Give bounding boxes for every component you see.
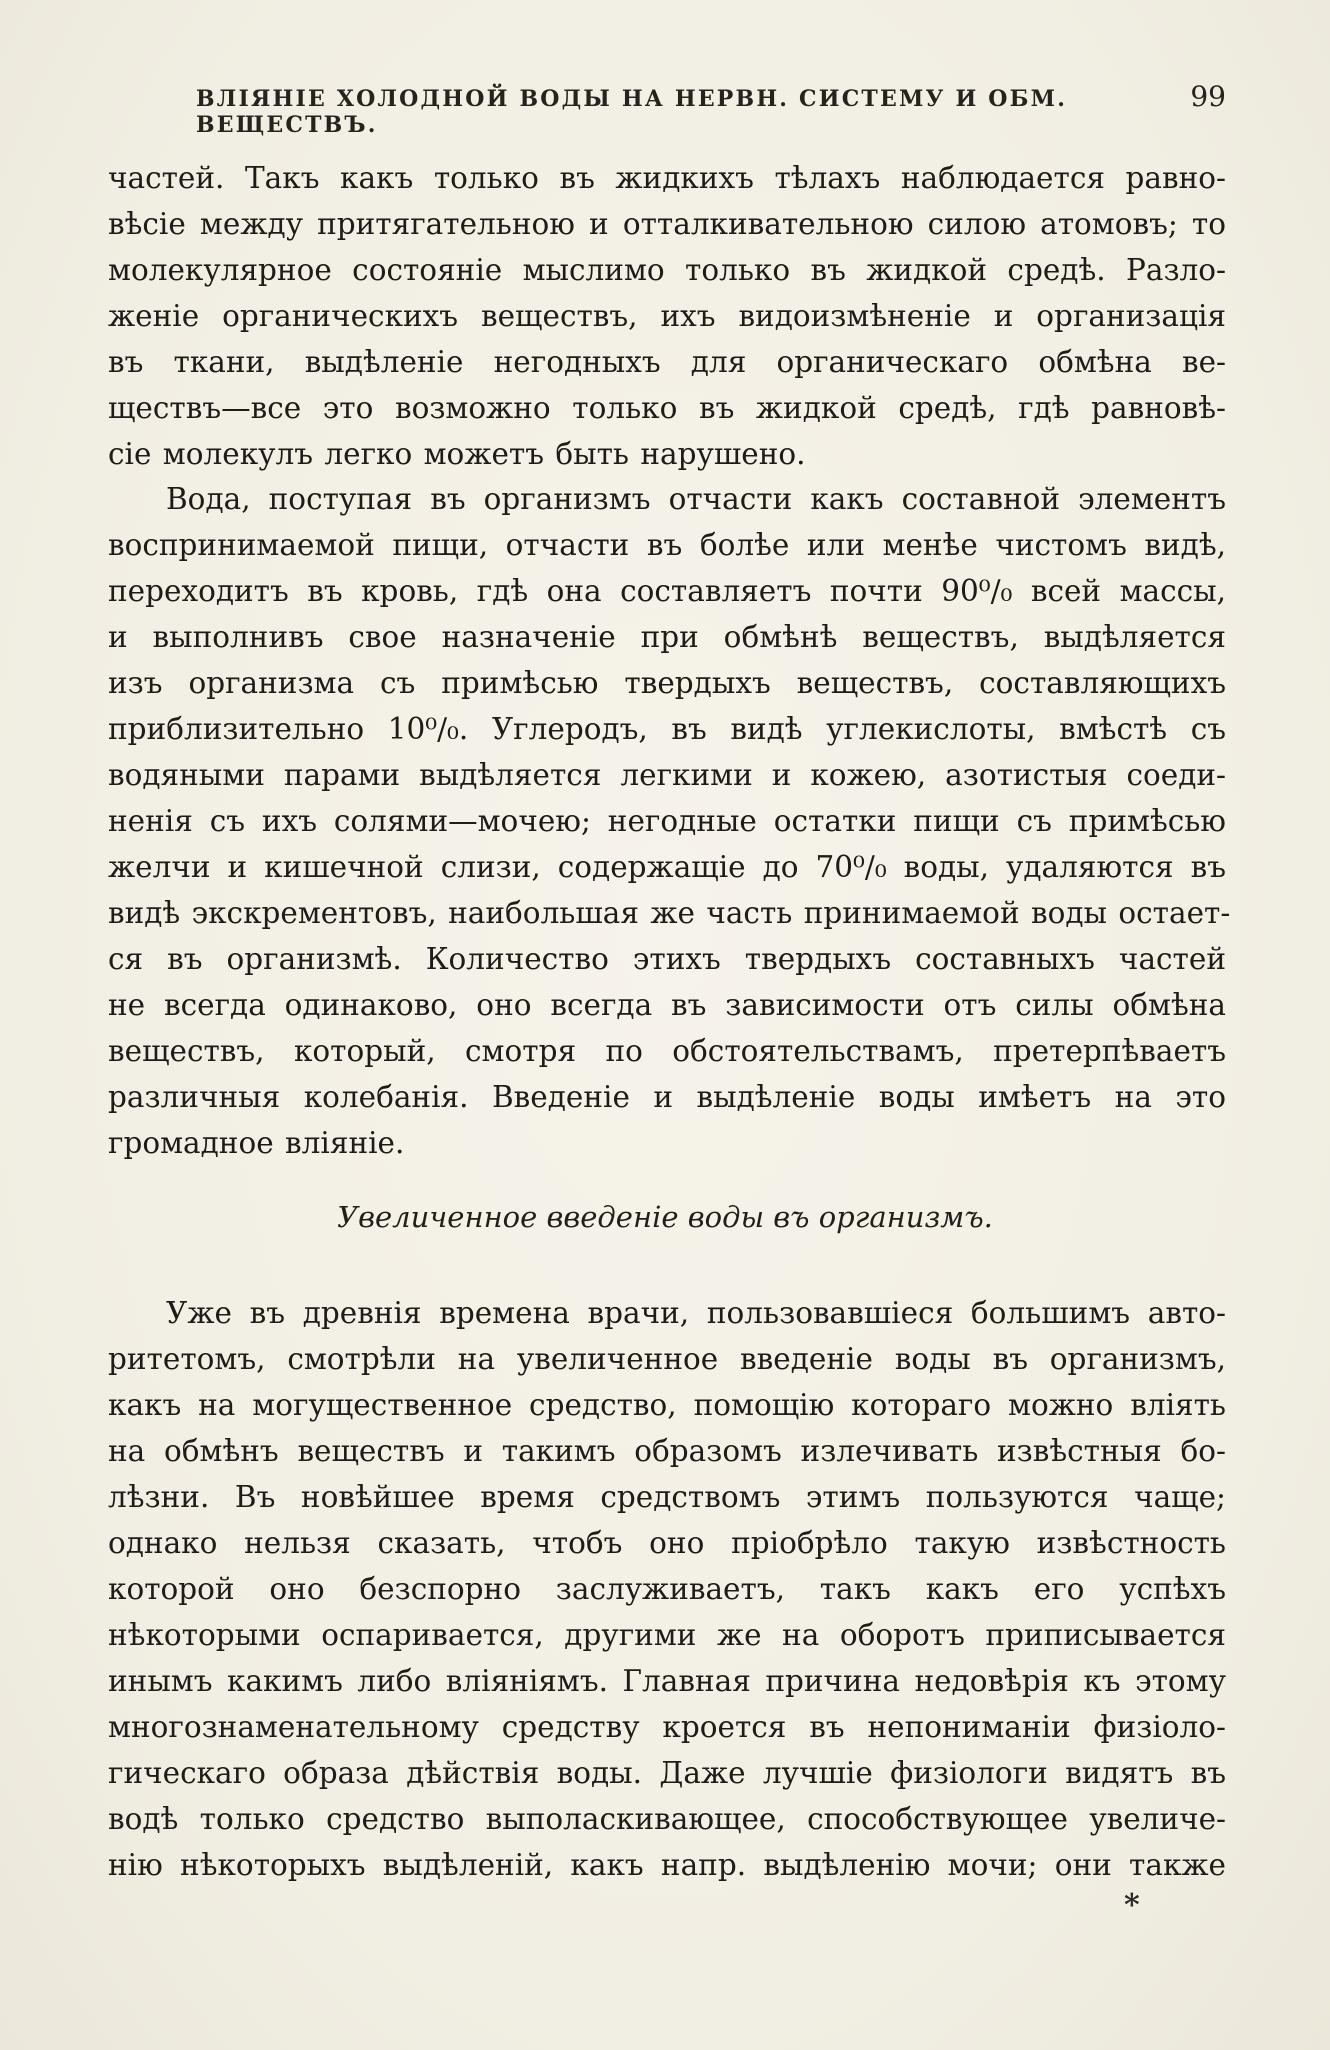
text-line: водяными парами выдѣляется легкими и кожею, азотистыя соеди- — [108, 758, 1226, 792]
text-line: ся въ организмѣ. Количество этихъ твердыхъ составныхъ частей — [108, 942, 1226, 976]
text-line: ритетомъ, смотрѣли на увеличенное введеніе воды въ организмъ, — [108, 1342, 1226, 1376]
text-line: видѣ экскрементовъ, наибольшая же часть принимаемой воды остает- — [108, 896, 1231, 930]
text-line: молекулярное состояніе мыслимо только въ жидкой средѣ. Разло- — [108, 253, 1226, 287]
text-line: лѣзни. Въ новѣйшее время средствомъ этимъ пользуются чаще; — [108, 1480, 1226, 1514]
section-heading: Увеличенное введеніе воды въ организмъ. — [337, 1200, 993, 1234]
text-line: воспринимаемой пищи, отчасти въ болѣе или менѣе чистомъ видѣ, — [108, 528, 1226, 562]
signature-mark: * — [1124, 1888, 1140, 1923]
text-line: инымъ какимъ либо вліяніямъ. Главная причина недовѣрія къ этому — [108, 1664, 1226, 1698]
text-line: нѣкоторыми оспаривается, другими же на оборотъ приписывается — [108, 1618, 1226, 1652]
text-line: изъ организма съ примѣсью твердыхъ веществъ, составляющихъ — [108, 666, 1226, 700]
paragraph-continued — [108, 155, 1226, 477]
text-line: желчи и кишечной слизи, содержащіе до 70⁰/₀ воды, удаляются въ — [108, 850, 1226, 884]
text-line: Вода, поступая въ организмъ отчасти какъ составной элементъ — [166, 482, 1226, 516]
text-line: которой оно безспорно заслуживаетъ, такъ какъ его успѣхъ — [108, 1572, 1226, 1606]
running-head-title: ВЛІЯНІЕ ХОЛОДНОЙ ВОДЫ НА НЕРВН. СИСТЕМУ И ОБМ. ВЕЩЕСТВЪ. — [196, 86, 1068, 138]
text-line: переходитъ въ кровь, гдѣ она составляетъ почти 90⁰/₀ всей массы, — [108, 574, 1226, 608]
text-line: нію нѣкоторыхъ выдѣленій, какъ напр. выдѣленію мочи; они также — [108, 1848, 1226, 1882]
text-line: частей. Такъ какъ только въ жидкихъ тѣлахъ наблюдается равно- — [108, 161, 1226, 195]
text-line: Уже въ древнія времена врачи, пользовавшіеся большимъ авто- — [166, 1296, 1226, 1330]
text-line: ненія съ ихъ солями—мочею; негодные остатки пищи съ примѣсью — [108, 804, 1226, 838]
text-line: въ ткани, выдѣленіе негодныхъ для органическаго обмѣна ве- — [108, 345, 1226, 379]
page-number: 99 — [1190, 80, 1226, 113]
paragraph-increased-water — [108, 1290, 1226, 1888]
running-head — [196, 80, 1226, 138]
text-line: громадное вліяніе. — [108, 1126, 405, 1160]
text-line: ществъ—все это возможно только въ жидкой средѣ, гдѣ равновѣ- — [108, 391, 1226, 425]
text-line: женіе органическихъ веществъ, ихъ видоизмѣненіе и организація — [108, 299, 1226, 333]
text-line: сіе молекулъ легко можетъ быть нарушено. — [108, 437, 806, 471]
text-line: различныя колебанія. Введеніе и выдѣленіе воды имѣетъ на это — [108, 1080, 1226, 1114]
paragraph-water-exchange — [108, 476, 1231, 1166]
text-line: гическаго образа дѣйствія воды. Даже лучшіе физіологи видятъ въ — [108, 1756, 1226, 1790]
text-line: приблизительно 10⁰/₀. Углеродъ, въ видѣ углекислоты, вмѣстѣ съ — [108, 712, 1226, 746]
text-line: водѣ только средство выполаскивающее, способствующее увеличе- — [108, 1802, 1226, 1836]
text-line: какъ на могущественное средство, помощію котораго можно вліять — [108, 1388, 1226, 1422]
text-line: веществъ, который, смотря по обстоятельствамъ, претерпѣваетъ — [108, 1034, 1226, 1068]
text-line: многознаменательному средству кроется въ непониманіи физіоло- — [108, 1710, 1226, 1744]
text-line: однако нельзя сказать, чтобъ оно пріобрѣло такую извѣстность — [108, 1526, 1226, 1560]
text-line: на обмѣнъ веществъ и такимъ образомъ излечивать извѣстныя бо- — [108, 1434, 1226, 1468]
text-line: и выполнивъ свое назначеніе при обмѣнѣ веществъ, выдѣляется — [108, 620, 1226, 654]
text-line: не всегда одинаково, оно всегда въ зависимости отъ силы обмѣна — [108, 988, 1226, 1022]
text-line: вѣсіе между притягательною и отталкивательною силою атомовъ; то — [108, 207, 1226, 241]
